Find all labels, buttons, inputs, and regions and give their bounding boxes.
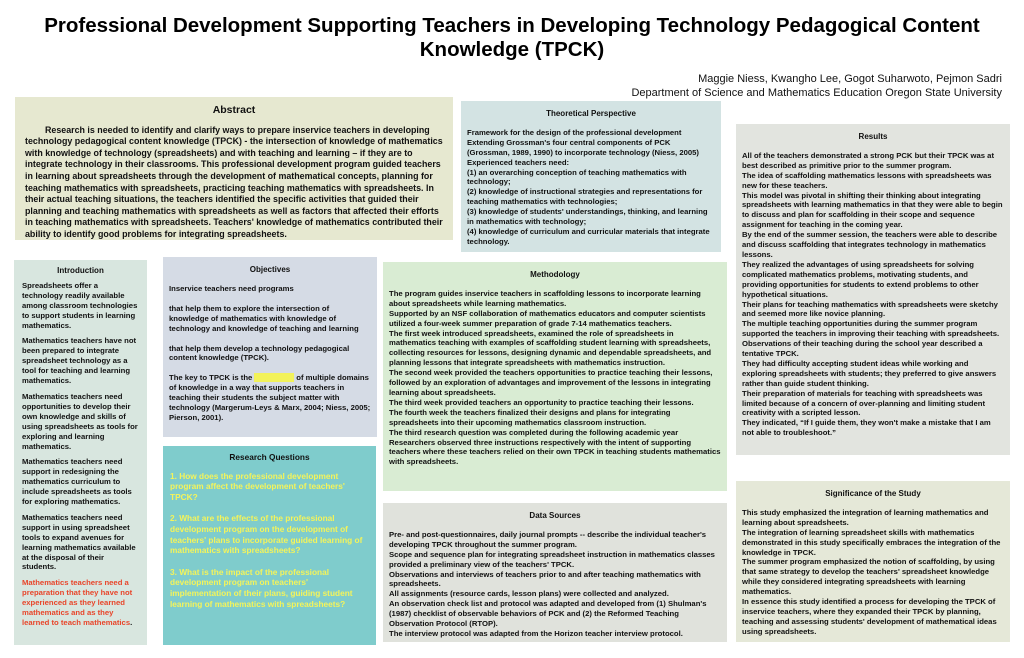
objectives-p3: that help them develop a technology pedagogical content knowledge (TPCK). (169, 343, 350, 363)
paragraph: All of the teachers demonstrated a strong PCK but their TPCK was at best described as primitive prior to the summer program. (742, 150, 995, 170)
paragraph: Mathematics teachers have not been prepared to integrate spreadsheet technology as a tool for teaching and learning mathematics. (22, 336, 137, 386)
paragraph: Observations and interviews of teachers prior to and after teaching mathematics with spreadsheets. (389, 569, 701, 589)
paragraph: The second week provided the teachers opportunities to practice teaching their lessons, followed by an exploration of advantages and improvement of the lessons in integrating learning about spreadsheets. (389, 368, 713, 397)
intro-paragraphs (22, 281, 139, 572)
paragraph: Mathematics teachers need support in using spreadsheet tools to expand avenues for learning mathematics available at the disposal of their students. (22, 512, 136, 572)
abstract-panel (15, 97, 453, 240)
paragraph: This model was pivotal in shifting their thinking about integrating spreadsheets with learning mathematics in that they were able to begin to discuss and plan for scaffolding in their scope and sequence assignment for teaching in the coming year. (742, 190, 1003, 230)
paragraph: They had difficulty accepting student ideas while working and exploring spreadsheets with students; they preferred to give answers rather than guide student thinking. (742, 358, 997, 388)
paragraph: The first week introduced spreadsheets, examined the role of spreadsheets in mathematics teaching with examples of scaffolding student learning with spreadsheets, collecting resources for lessons, designing dynamic and dependable spreadsheets, and planning lessons that integrate spreadsheets with mathematics instruction. (389, 328, 712, 368)
paragraph: The idea of scaffolding mathematics lessons with spreadsheets was new for these teachers. (742, 170, 992, 190)
theory-lines (467, 128, 715, 247)
theoretical-perspective-panel (461, 101, 721, 252)
paragraph: The program guides inservice teachers in scaffolding lessons to incorporate learning about spreadsheets while learning mathematics. (389, 288, 701, 308)
paragraph: The integration of learning spreadsheet skills with mathematics demonstrated in this study specifically embraces the integration of the knowledge in TPCK. (742, 527, 1001, 557)
integration-highlight: integration (254, 373, 295, 383)
paragraph: Pre- and post-questionnaires, daily journal prompts -- describe the individual teacher's developing TPCK throughout the summer program. (389, 529, 707, 549)
methodology-panel (383, 262, 727, 491)
paragraph: (4) knowledge of curriculum and curricular materials that integrate technology. (467, 226, 710, 246)
paragraph: Observations of their teaching during the school year described a tentative TPCK. (742, 339, 983, 359)
objectives-p2: that help them to explore the intersection of knowledge of mathematics with knowledge of technology and knowledge of teaching and learning (169, 303, 359, 333)
data-sources-lines (389, 530, 721, 639)
abstract-text: Research is needed to identify and clarify ways to prepare inservice teachers in developing technology pedagogical content knowledge (TPCK) - the intersection of knowledge of mathematics with knowledge of technology (spreadsheets) and with teaching and learning – if they are to integrate technology in their classrooms. This professional development program guided teachers in learning about spreadsheets through the development of mathematical concepts, planning for teaching mathematics with spreadsheets, practicing teaching mathematics with spreadsheets. In their actual teaching situations, the teachers identified the specific activities that guided their planning and teaching mathematics with spreadsheets as well as factors that affected their efforts in teaching mathematics with spreadsheets. Teachers' knowledge of mathematics contributed their ability to identify good problems for integrating spreadsheets. (25, 124, 443, 239)
paragraph: 3. What is the impact of the professional development program on teachers' implementation of their plans, guiding student learning of mathematics with spreadsheets? (170, 566, 353, 609)
abstract-heading: Abstract (212, 104, 256, 116)
introduction-panel (14, 260, 147, 645)
theory-heading: Theoretical Perspective (546, 109, 636, 118)
affiliation: Department of Science and Mathematics Education Oregon State University (631, 87, 1002, 99)
paragraph: 2. What are the effects of the professional development program on the development of teachers' plans to incorporate guided learning of mathematics with spreadsheets? (170, 513, 363, 556)
paragraph: Scope and sequence plan for integrating spreadsheet instruction in mathematics classes provided a preliminary view of the teachers' TPCK. (389, 549, 715, 569)
authors: Maggie Niess, Kwangho Lee, Gogot Suharwoto, Pejmon Sadri (698, 73, 1002, 85)
paragraph: The third week provided teachers an opportunity to practice teaching their lessons. (389, 397, 694, 407)
paragraph: They indicated, “If I guide them, they won't make a mistake that I am not able to troubleshoot.” (742, 418, 991, 438)
significance-panel (736, 481, 1010, 642)
methodology-lines (389, 289, 721, 467)
paragraph: Mathematics teachers need opportunities to develop their own knowledge and skills of using spreadsheets as tools for exploring and learning mathematics. (22, 391, 138, 451)
paragraph: Their plans for teaching mathematics with spreadsheets were sketchy and seemed more like novice planning. (742, 299, 998, 319)
data-sources-heading: Data Sources (529, 511, 581, 520)
paragraph: The summer program emphasized the notion of scaffolding, by using that same strategy to develop the teachers' spreadsheet knowledge while they considered integrating spreadsheets with learning mathematics. (742, 557, 995, 597)
methodology-heading: Methodology (530, 270, 580, 279)
paragraph: (3) knowledge of students' understandings, thinking, and learning in mathematics with technology; (467, 207, 708, 227)
paragraph: (2) knowledge of instructional strategies and representations for teaching mathematics with technologies; (467, 187, 703, 207)
paragraph: Framework for the design of the professional development (467, 127, 682, 137)
paragraph: The interview protocol was adapted from the Horizon teacher interview protocol. (389, 628, 683, 638)
paragraph: Their preparation of materials for teaching with spreadsheets was limited because of a concern of over-planning and limiting student creativity with a scripted lesson. (742, 388, 986, 418)
paragraph: They realized the advantages of using spreadsheets for solving complicated mathematics problems, motivating students, and providing opportunities for students to extend problems to other hypothetical situations. (742, 259, 979, 299)
paragraph: 1. How does the professional development program affect the development of teachers' TPCK? (170, 470, 345, 502)
intro-highlight: Mathematics teachers need a preparation that they have not experienced as they learned mathematics and as they learned to teach mathematics (22, 578, 133, 627)
data-sources-panel (383, 503, 727, 642)
results-heading: Results (858, 132, 888, 141)
intro-highlight-end: . (130, 618, 133, 627)
objectives-panel (163, 257, 377, 437)
objectives-p4-end: of multiple domains of knowledge in a way that supports teachers in teaching their students the subject matter with technology (Margerum-Leys & Marx, 2004; Niess, 2005; Pierson, 2001). (169, 373, 371, 422)
paragraph: Extending Grossman's four central components of PCK (Grossman, 1989, 1990) to incorporate technology (Niess, 2005) (467, 137, 699, 157)
results-panel (736, 124, 1010, 455)
research-questions-panel (163, 446, 376, 645)
paragraph: The multiple teaching opportunities during the summer program supported the teachers in improving their teaching with spreadsheets. (742, 319, 1000, 339)
paragraph: The third research question was completed during the following academic year (389, 427, 679, 437)
objectives-p4-start: The key to TPCK is the (169, 373, 255, 383)
paragraph: Mathematics teachers need support in redesigning the mathematics curriculum to include spreadsheets as tools for exploring mathematics. (22, 457, 132, 507)
objectives-p4 (169, 373, 371, 423)
paragraph: In essence this study identified a process for developing the TPCK of inservice teachers, where they expanded their TPCK by planning, teaching and assessing students' development of mathematical ideas using spreadsheets. (742, 597, 997, 636)
intro-heading: Introduction (57, 266, 104, 275)
paragraph: By the end of the summer session, the teachers were able to describe and discuss scaffolding that integrates technology in mathematics lessons. (742, 230, 998, 259)
paragraph: This study emphasized the integration of learning mathematics and learning about spreadsheets. (742, 507, 989, 527)
paragraph: (1) an overarching conception of teaching mathematics with technology; (467, 167, 687, 187)
intro-highlight-paragraph (22, 578, 139, 628)
poster-title: Professional Development Supporting Teachers in Developing Technology Pedagogical Content Knowledge (TPCK) (44, 14, 980, 61)
paragraph: An observation check list and protocol was adapted and developed from (1) Shulman's (1987) checklist of observable behaviors of PCK and (2) the Reformed Teaching Observation Protocol (RTOP). (389, 599, 707, 629)
results-lines (742, 151, 1004, 438)
significance-heading: Significance of the Study (825, 489, 921, 498)
significance-lines (742, 508, 1004, 637)
research-question-list (170, 471, 369, 610)
paragraph: Experienced teachers need: (467, 157, 570, 167)
objectives-p1: Inservice teachers need programs (169, 283, 294, 293)
paragraph: Supported by an NSF collaboration of mathematics educators and computer scientists utilized a four-week summer preparation of grade 7-14 mathematics teachers. (389, 308, 706, 328)
paragraph: Spreadsheets offer a technology readily available among classroom technologies to support students in learning mathematics. (22, 280, 138, 330)
paragraph: Researchers observed three instructions respectively with the intent of supporting teachers where these teachers relied on their own TPCK in teaching students mathematics with spreadsheets. (389, 437, 721, 467)
paragraph: The fourth week the teachers finalized their designs and plans for integrating spreadsheets into their upcoming mathematics classroom instruction. (389, 407, 671, 427)
objectives-heading: Objectives (249, 265, 291, 274)
author-block (631, 72, 1002, 100)
rq-heading: Research Questions (229, 452, 310, 462)
paragraph: All assignments (resource cards, lesson plans) were collected and analyzed. (389, 589, 669, 599)
